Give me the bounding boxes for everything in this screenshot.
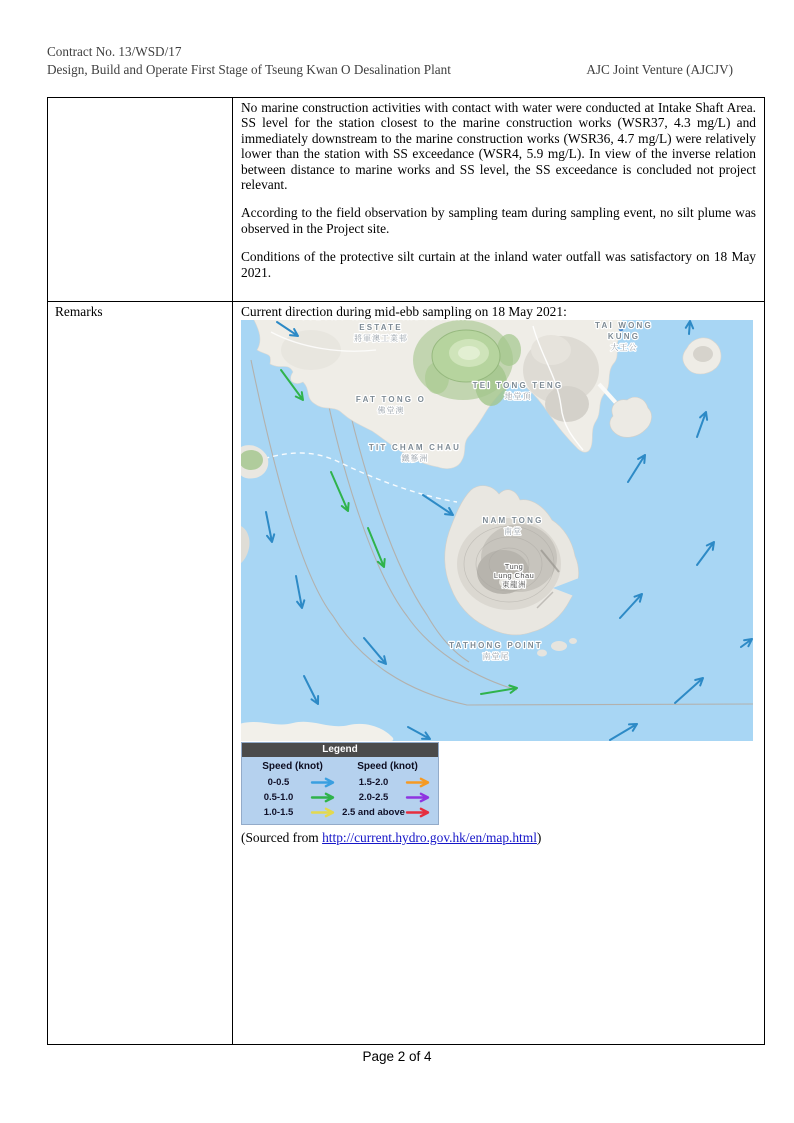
analysis-paragraphs bbox=[233, 98, 764, 301]
source-suffix: ) bbox=[536, 830, 542, 845]
paragraph-3: Conditions of the protective silt curtain at the inland water outfall was satisfactory on 18 May 2021. bbox=[241, 249, 756, 280]
legend-item bbox=[245, 790, 340, 805]
current-direction-map bbox=[241, 320, 753, 741]
legend-col2-header: Speed (knot) bbox=[357, 761, 418, 772]
source-prefix: (Sourced from bbox=[241, 830, 323, 845]
place-label: TIT CHAM CHAU 鐵篸洲 bbox=[368, 443, 462, 463]
place-label bbox=[301, 320, 473, 321]
map-svg bbox=[241, 320, 753, 741]
remarks-label: Remarks bbox=[48, 302, 233, 1044]
legend-item-label: 0.5-1.0 bbox=[263, 792, 294, 803]
legend-item bbox=[245, 775, 340, 790]
legend-title: Legend bbox=[242, 743, 438, 757]
organization-name: AJC Joint Venture (AJCJV) bbox=[586, 62, 733, 77]
legend-item-label: 1.5-2.0 bbox=[358, 777, 389, 788]
legend-item bbox=[245, 805, 340, 820]
source-line bbox=[241, 830, 756, 846]
place-label: TEI TONG TENG 地堂頂 bbox=[472, 381, 564, 401]
legend-item bbox=[340, 790, 435, 805]
place-label: Tung Lung Chau 東龍洲 bbox=[493, 562, 535, 589]
legend-arrow-icon bbox=[405, 807, 432, 818]
remarks-content-cell bbox=[233, 302, 764, 1044]
map-legend bbox=[241, 742, 439, 825]
legend-col1-header: Speed (knot) bbox=[262, 761, 323, 772]
legend-item bbox=[340, 775, 435, 790]
legend-item bbox=[340, 805, 435, 820]
page-header bbox=[47, 43, 733, 79]
map-caption: Current direction during mid-ebb sampling on 18 May 2021: bbox=[241, 304, 567, 319]
legend-item-label: 1.0-1.5 bbox=[263, 807, 294, 818]
place-label: FAT TONG O 佛堂澳 bbox=[355, 395, 427, 415]
legend-arrow-icon bbox=[310, 777, 337, 788]
place-label: TATHONG POINT 南堂尾 bbox=[449, 641, 543, 661]
place-label: ESTATE 將軍澳工業邨 bbox=[354, 323, 408, 343]
legend-item-label: 2.0-2.5 bbox=[358, 792, 389, 803]
paragraph-2: According to the field observation by sampling team during sampling event, no silt plume was observed in the Project site. bbox=[241, 205, 756, 236]
legend-arrow-icon bbox=[405, 777, 432, 788]
place-label: NAM TONG 南堂 bbox=[482, 516, 544, 536]
legend-item-label: 0-0.5 bbox=[267, 777, 290, 788]
legend-item-label: 2.5 and above bbox=[342, 807, 405, 818]
table-row-remarks bbox=[48, 302, 764, 1044]
legend-arrow-icon bbox=[310, 792, 337, 803]
legend-arrow-icon bbox=[310, 807, 337, 818]
project-title: Design, Build and Operate First Stage of Tseung Kwan O Desalination Plant bbox=[47, 62, 451, 77]
contract-number: Contract No. 13/WSD/17 bbox=[47, 44, 182, 59]
paragraph-1: No marine construction activities with contact with water were conducted at Intake Shaft Area. SS level for the station closest to the marine construction works (WSR37, 4.3 mg/L) and immediately downstream to the marine construction works (WSR36, 4.7 mg/L) were relatively lower than the station with SS exceedance (WSR4, 5.9 mg/L). In view of the inverse relation between distance to marine works and SS level, the SS exceedance is concluded not project relevant. bbox=[241, 100, 756, 193]
table-row-analysis bbox=[48, 98, 764, 302]
analysis-row-label-cell bbox=[48, 98, 233, 301]
remarks-table bbox=[47, 97, 765, 1045]
page-number: Page 2 of 4 bbox=[362, 1049, 432, 1064]
place-label: TAI WONG KUNG 大王公 bbox=[595, 321, 653, 352]
legend-arrow-icon bbox=[405, 792, 432, 803]
source-link[interactable]: http://current.hydro.gov.hk/en/map.html bbox=[322, 830, 537, 845]
